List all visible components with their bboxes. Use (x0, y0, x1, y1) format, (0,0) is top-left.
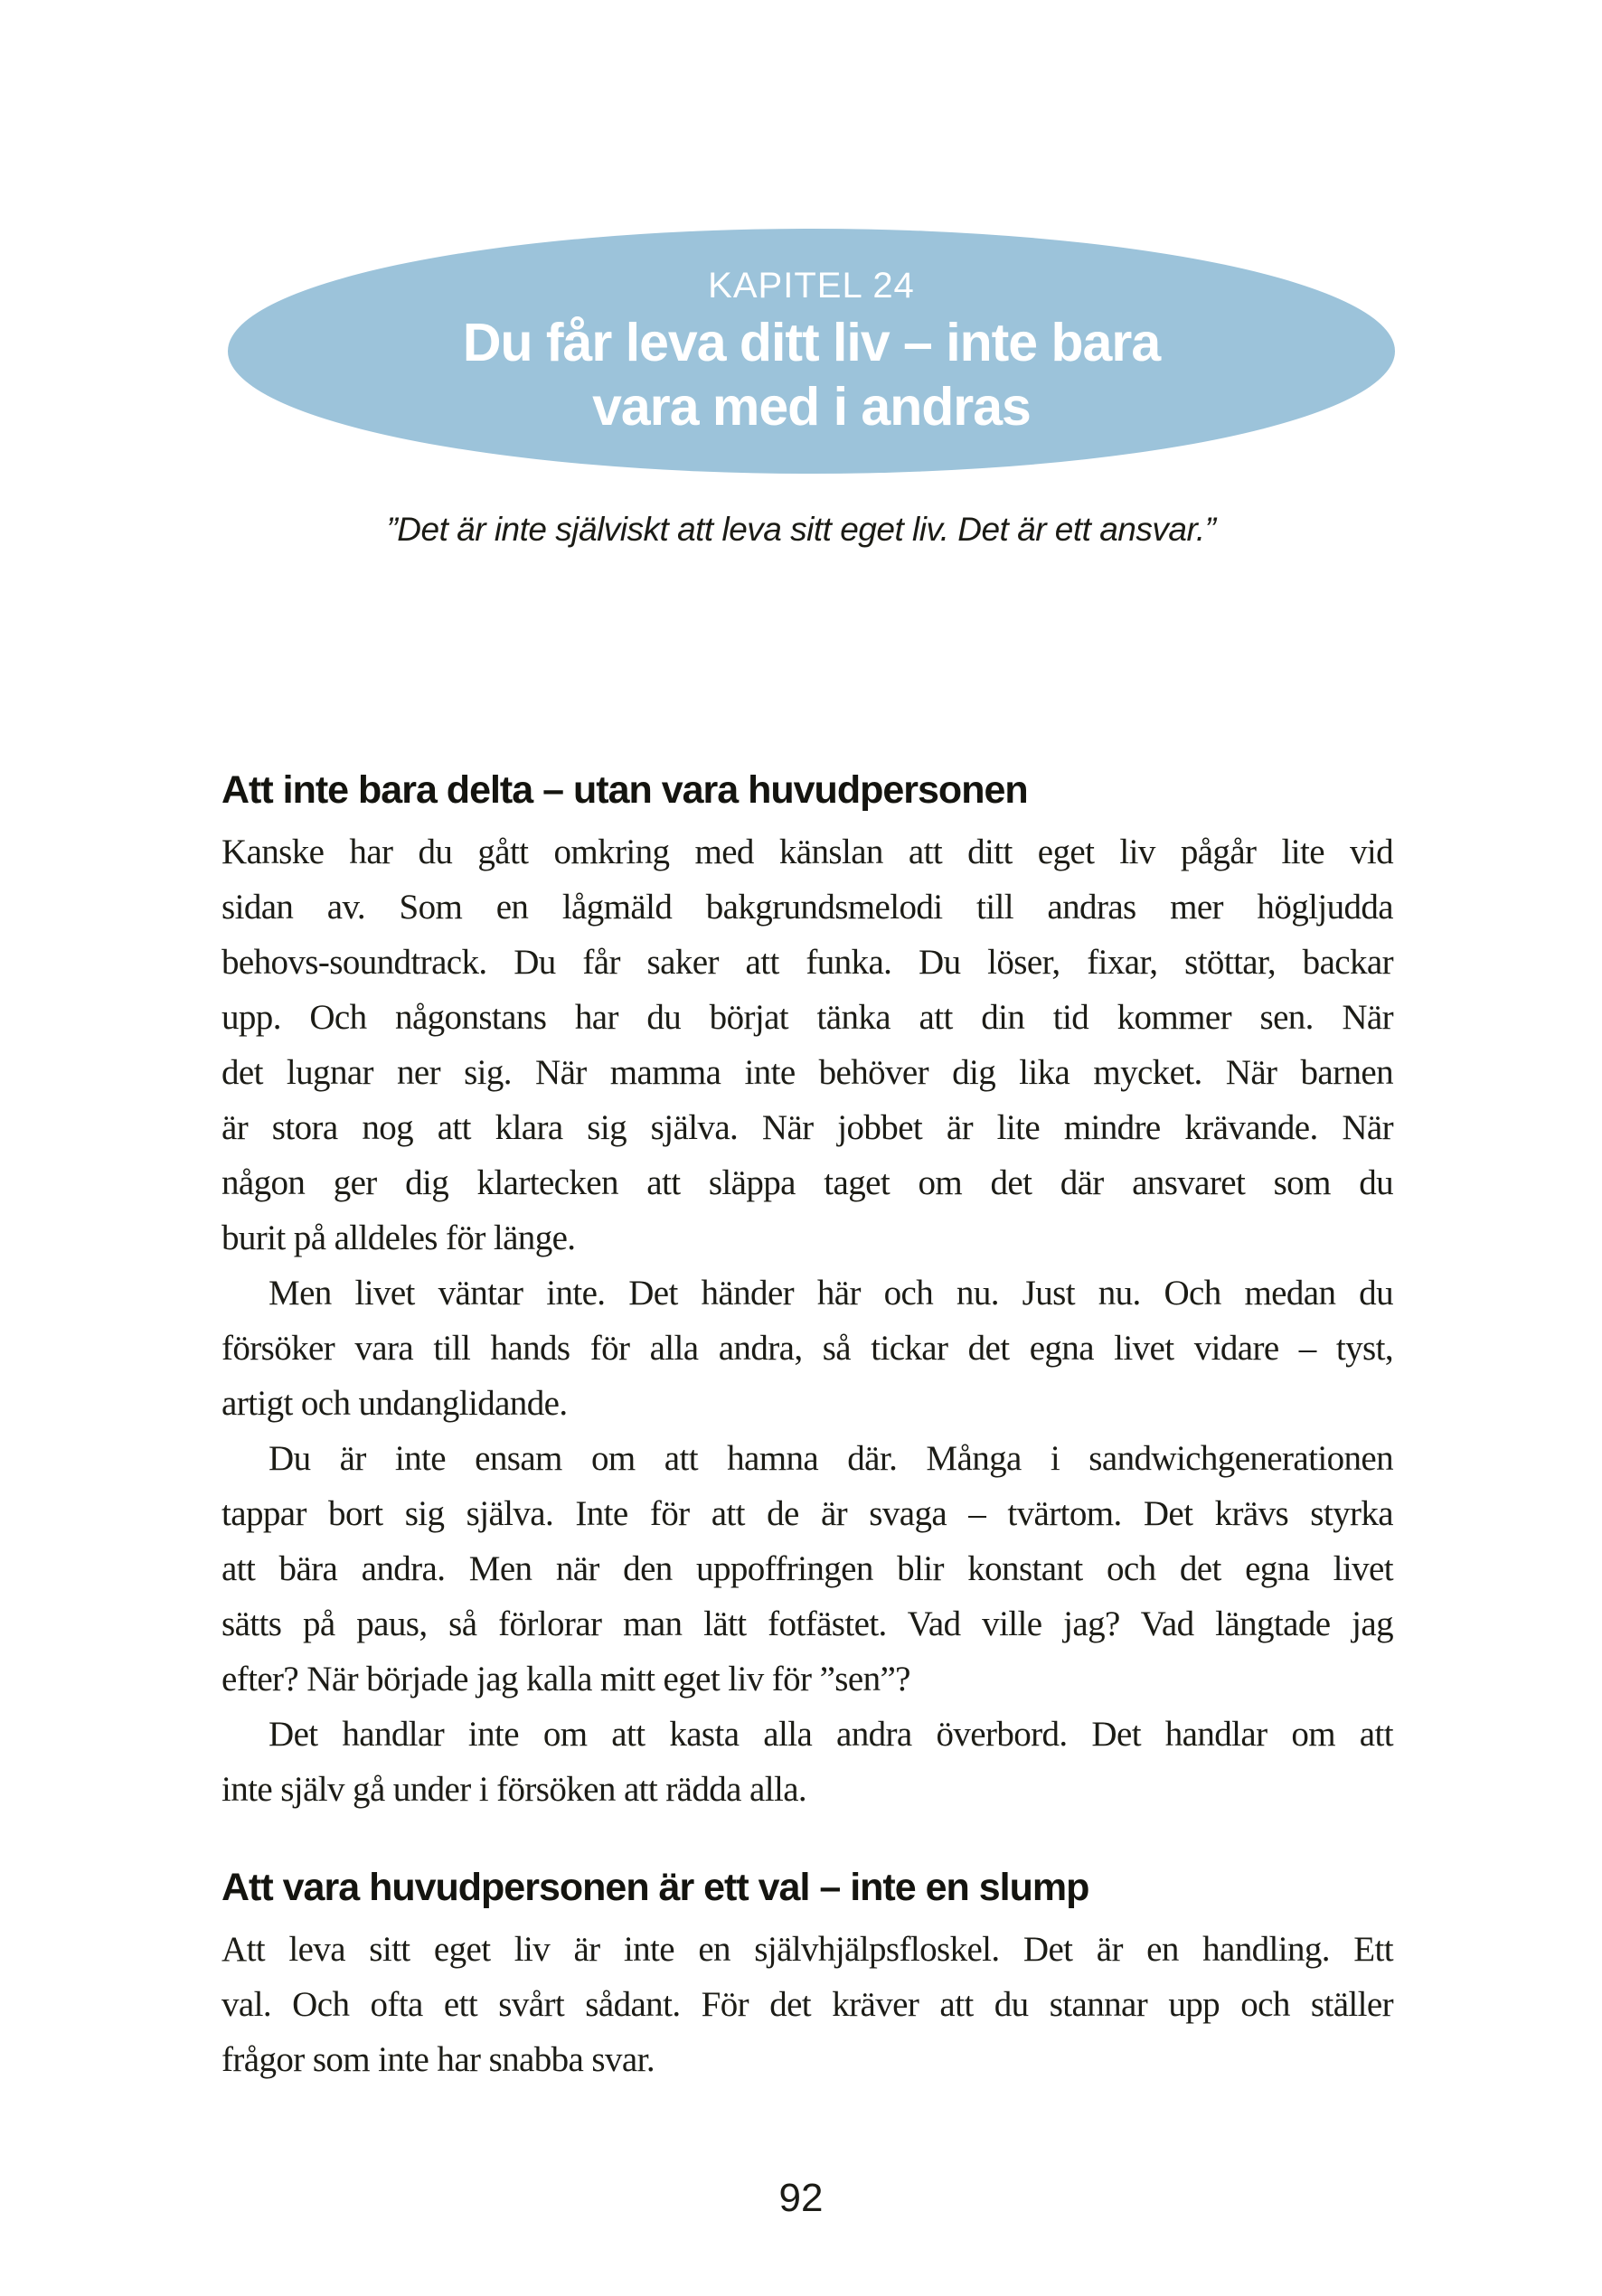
section-heading: Att inte bara delta – utan vara huvudpersonen (221, 768, 1028, 812)
text-line: burit på alldeles för länge. (221, 1219, 576, 1257)
text-line: frågor som inte har snabba svar. (221, 2040, 655, 2079)
text-section (221, 765, 1393, 1817)
text-line: upp. Och någonstans har du börjat tänka att din tid kommer sen. När (221, 998, 1393, 1037)
epigraph-quote: ”Det är inte själviskt att leva sitt eget liv. Det är ett ansvar.” (386, 511, 1216, 548)
text-section (221, 1862, 1393, 2087)
text-line: artigt och undanglidande. (221, 1384, 568, 1423)
text-line: efter? När började jag kalla mitt eget liv för ”sen”? (221, 1660, 910, 1698)
text-line: tappar bort sig själva. Inte för att de är svaga – tvärtom. Det krävs styrka (221, 1494, 1393, 1533)
text-line: Kanske har du gått omkring med känslan att ditt eget liv pågår lite vid (221, 833, 1393, 871)
text-line: Du är inte ensam om att hamna där. Många i sandwichgenerationen (269, 1439, 1393, 1478)
chapter-header-ellipse (228, 229, 1395, 474)
text-line: att bära andra. Men när den uppoffringen blir konstant och det egna livet (221, 1549, 1393, 1588)
chapter-label: KAPITEL 24 (708, 265, 915, 306)
text-line: Men livet väntar inte. Det händer här och nu. Just nu. Och medan du (269, 1274, 1393, 1313)
text-line: val. Och ofta ett svårt sådant. För det kräver att du stannar upp och ställer (221, 1985, 1393, 2024)
text-line: är stora nog att klara sig själva. När jobbet är lite mindre krävande. När (221, 1108, 1393, 1147)
text-line: Att leva sitt eget liv är inte en självhjälpsfloskel. Det är en handling. Ett (221, 1930, 1393, 1969)
text-line: behovs-soundtrack. Du får saker att funka. Du löser, fixar, stöttar, backar (221, 943, 1393, 982)
text-line: sidan av. Som en lågmäld bakgrundsmelodi till andras mer högljudda (221, 888, 1393, 927)
paragraph (221, 1922, 1393, 2087)
text-line: inte själv gå under i försöken att rädda alla. (221, 1770, 807, 1809)
text-line: det lugnar ner sig. När mamma inte behöver dig lika mycket. När barnen (221, 1053, 1393, 1092)
paragraph (221, 1431, 1393, 1707)
paragraph (221, 1707, 1393, 1817)
text-line: försöker vara till hands för alla andra, så tickar det egna livet vidare – tyst, (221, 1329, 1393, 1368)
text-line: Det handlar inte om att kasta alla andra överbord. Det handlar om att (269, 1715, 1393, 1754)
paragraph (221, 1266, 1393, 1431)
chapter-title-line-1: Du får leva ditt liv – inte bara (462, 312, 1161, 372)
paragraph (221, 824, 1393, 1266)
text-column (221, 765, 1393, 2087)
page-number: 92 (778, 2176, 824, 2220)
section-heading: Att vara huvudpersonen är ett val – inte en slump (221, 1866, 1089, 1909)
text-line: någon ger dig klartecken att släppa taget om det där ansvaret som du (221, 1163, 1393, 1202)
text-line: sätts på paus, så förlorar man lätt fotfästet. Vad ville jag? Vad längtade jag (221, 1604, 1393, 1643)
chapter-title-line-2: vara med i andras (592, 376, 1031, 437)
